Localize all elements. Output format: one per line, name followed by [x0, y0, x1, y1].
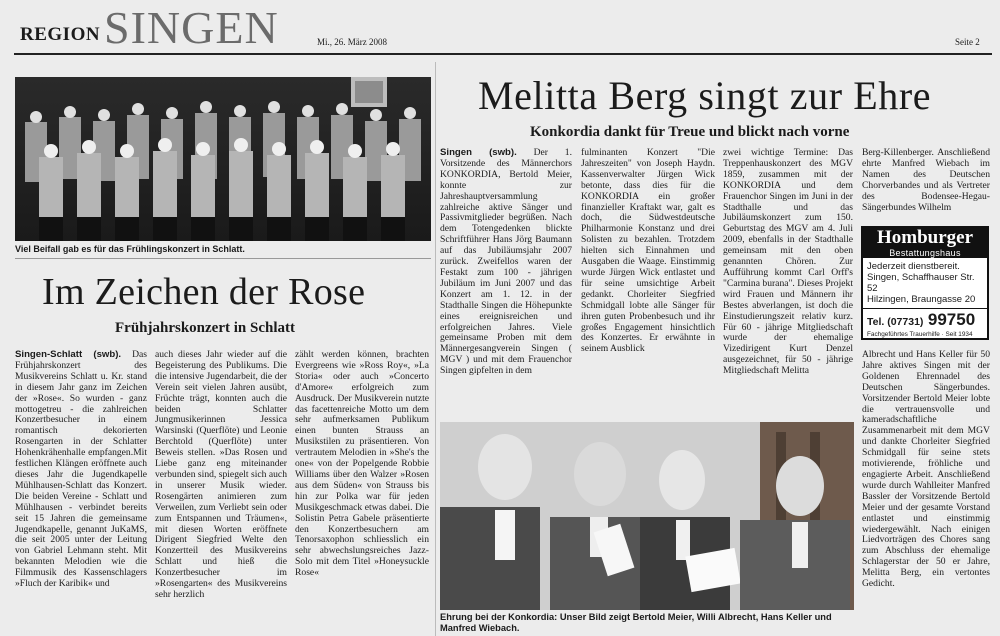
- article-separator: [435, 62, 436, 636]
- ad-line-address-2: Hilzingen, Braungasse 20: [867, 294, 976, 305]
- left-column-1: [15, 350, 147, 636]
- right-column-1: [440, 148, 572, 416]
- right-column-2: [581, 148, 715, 416]
- left-column-2: [155, 350, 287, 636]
- right-col1-text: Der 1. Vorsitzende des Männerchors KONKORDIA, Bertold Meier, konnte zur Jahreshauptversammlung zahlreiche aktive Sänger und Passivmitglieder begrüßen. Nach dem Totengedenken blickte Schriftführer Hans Jörg Baumann auf das Jubiläumsjahr 2007 zurück. Zweifellos waren der Festakt zum 100 - jährigen Jubiläum im Juni 2007 und das Konzert am 1. 12. in der Stadthalle Singen die Höhepunkte eines ereignisreichen und erfolgreichen Jahres. Viele gemeinsame Proben mit dem Männergesangverein Singen ( MGV ) und mit dem Frauenchor Singen gipfelten in dem: [440, 148, 572, 377]
- ad-brand-banner: [863, 228, 987, 258]
- left-article-divider: [15, 258, 431, 259]
- ad-line-availability: Jederzeit dienstbereit.: [867, 261, 960, 272]
- region-label: REGION: [20, 24, 101, 45]
- page-number: Seite 2: [955, 37, 980, 47]
- right-subhead: Konkordia dankt für Treue und blickt nach vorne: [530, 124, 850, 140]
- ad-brand: Homburger: [876, 227, 974, 248]
- right-headline: Melitta Berg singt zur Ehre: [478, 73, 932, 118]
- left-column-3: [295, 350, 429, 636]
- award-photo: [440, 422, 854, 610]
- issue-date: Mi., 26. März 2008: [317, 37, 387, 47]
- right-col3-text: zwei wichtige Termine: Das Treppenhauskonzert des MGV 1859, zusammen mit der KONKORDIA und dem Frauenchor Singen im Juni in der Stadthalle und das Jubiläumskonzert zum 150. Geburtstag des MGV am 4. Juli 2009, ebenfalls in der Stadthalle gemeinsam mit den oben genannten Chören. Zur Aufführung kommt Carl Orff's "Carmina burana". Dieses Projekt wird Frauen und Männern ihr Bestes abverlangen, ist doch die Einstudierungszeit relativ kurz. Für 60 - jährige Mitgliedschaft wurde der ehemalige Vizedirigent Kurt Denzel ausgezeichnet, für 50 - jährige Mitgliedschaft Melitta: [723, 148, 853, 377]
- right-dateline: Singen (swb).: [440, 148, 517, 158]
- ad-subtitle: Bestattungshaus: [889, 248, 961, 258]
- band-photo: [15, 77, 431, 241]
- band-photo-caption: Viel Beifall gab es für das Frühlingskonzert in Schlatt.: [15, 244, 245, 254]
- left-headline: Im Zeichen der Rose: [42, 271, 366, 313]
- page-header: [0, 0, 1000, 56]
- right-column-4-top: [862, 148, 990, 224]
- header-rule: [14, 53, 992, 55]
- region-name: SINGEN: [104, 2, 279, 53]
- right-col4-top-text: Berg-Killenberger. Anschließend ehrte Manfred Wiebach im Namen des Deutschen Chorverbandes und als Vertreter des Bodensee-Hegau-Sängerbundes Wilhelm: [862, 148, 990, 213]
- ad-tel-label: Tel. (07731): [867, 316, 924, 328]
- award-photo-caption: Ehrung bei der Konkordia: Unser Bild zeigt Bertold Meier, Willi Albrecht, Hans Keller und Manfred Wiebach.: [440, 612, 832, 633]
- right-col2-text: fulminanten Konzert "Die Jahreszeiten" von Joseph Haydn. Kassenverwalter Jürgen Wick betonte, dass dies für die KONKORDIA ein großer finanzieller Kraftakt war, galt es doch, die Südwestdeutsche Philharmonie Konstanz und drei Solisten zu bezahlen. Trotzdem hielten sich Einnahmen und Ausgaben die Waage. Einstimmig wurde Jürgen Wick entlastet und für seine umsichtige Arbeit gedankt. Chorleiter Siegfried Schmidgall lobte alle Sänger für ihren guten Probenbesuch und ihr großes Engagement hinsichtlich des Konzertes. Er erwähnte in seinem Ausblick: [581, 148, 715, 355]
- right-column-4-bottom: [862, 350, 990, 636]
- ad-line-address-1: Singen, Schaffhauser Str. 52: [867, 272, 975, 294]
- left-col2-text: auch dieses Jahr wieder auf die Begeisterung des Publikums. Die die intensive Jugendarbeit, die der Verein seit vielen Jahren ausübt, Früchte trägt, konnten auch die beiden Schlatter Jungmusikerinnen Jessica Warsinski (Querflöte) und Leonie Berchtold (Querflöte) unter Beweis stellen. »Das Rosen und Liebe ganz eng miteinander verbunden sind, spiegelt sich auch in unserer Musik wieder. Rosengärten animieren zum Verweilen, zum Verliebt sein oder zum Entspannen und Träumen«, mit diesen Worten eröffnete Dirigent Siegfried Welte den Konzertteil des Musikvereins Schlatt und hieß die Konzertbesucher im »Rosengarten« des Musikvereins sehr herzlich: [155, 350, 287, 600]
- left-col3-text: zählt werden können, brachten Evergreens wie »Ross Roy«, »La Storia« oder auch »Concerto d'Amore« erfolgreich zum Ausdruck. Der Musikverein nutzte das facettenreiche Motto um dem sehr aufmerksamen Publikum einen bunten Strauss an Musikstilen zu präsentieren. Von vertrautem Melodien in »She's the one« von der Popelgende Robbie Williams über den Walzer »Rosen aus dem Süden« von Strauss bis hin zur Polka war für jeden Musikgeschmack etwas dabei. Die Solistin Petra Gabele präsentierte den Konzertbesuchern am Tenorsaxophon schliesslich ein sehr abwechslungsreiches Jazz-Solo mit dem Titel »Honeysuckle Rose«: [295, 350, 429, 579]
- left-col1-text: Das Frühjahrskonzert des Musikvereins Schlatt u. Kr. stand in diesem Jahr ganz im Zeichen der »Rose«. So wurden - ganz mottogetreu - die zahlreichen Konzertbesucher in einem romantisch dekorierten Rosengarten in der Schlatter Hohenkrähenhalle empfangen.Mit festlichen Klängen eröffnete auch dieses Jahr die Jugendkapelle Mühlhausen-Schlatt das Konzert. Die beiden Vereine - Schlatt und Mühlhausen - verbindet bereits seit 15 Jahren die gemeinsame Jugendkapelle, genannt JuKaMS, die seit 2005 unter der Leitung von Gabriel Lehmann steht. Mit bekannten Melodien wie die Filmmusik des Kassenschlagers »Fluch der Karibik« und: [15, 350, 147, 590]
- ad-footer: Fachgeführtes Trauerhilfe · Seit 1934: [867, 331, 973, 338]
- left-subhead: Frühjahrskonzert in Schlatt: [115, 320, 295, 336]
- funeral-home-ad: [861, 226, 989, 340]
- band-photo-image: [15, 77, 431, 241]
- right-column-3: [723, 148, 853, 416]
- ad-tel-number: 99750: [927, 310, 976, 329]
- award-photo-image: [440, 422, 854, 610]
- right-col4-bottom-text: Albrecht und Hans Keller für 50 Jahre aktives Singen mit der Goldenen Ehrennadel des Deutschen Sängerbundes. Vorsitzender Bertold Meier lobte die vertrauensvolle und kameradschaftliche Zusammenarbeit mit dem MGV und dankte Chorleiter Siegfried Schmidgall für seine stets motivierende, fröhliche und engagierte Arbeit. Anschließend wurde durch Wahlleiter Manfred Bassler der Vorsitzende Bertold Meier und der gesamte Vorstand entlastet und einstimmig wiedergewählt. Nach einigen Liedvorträgen des Chores sang zum Abschluss der ehemalige Schlagerstar der 50 er Jahre, Melitta Berg, ein vertontes Gedicht.: [862, 350, 990, 590]
- left-dateline: Singen-Schlatt (swb).: [15, 350, 122, 360]
